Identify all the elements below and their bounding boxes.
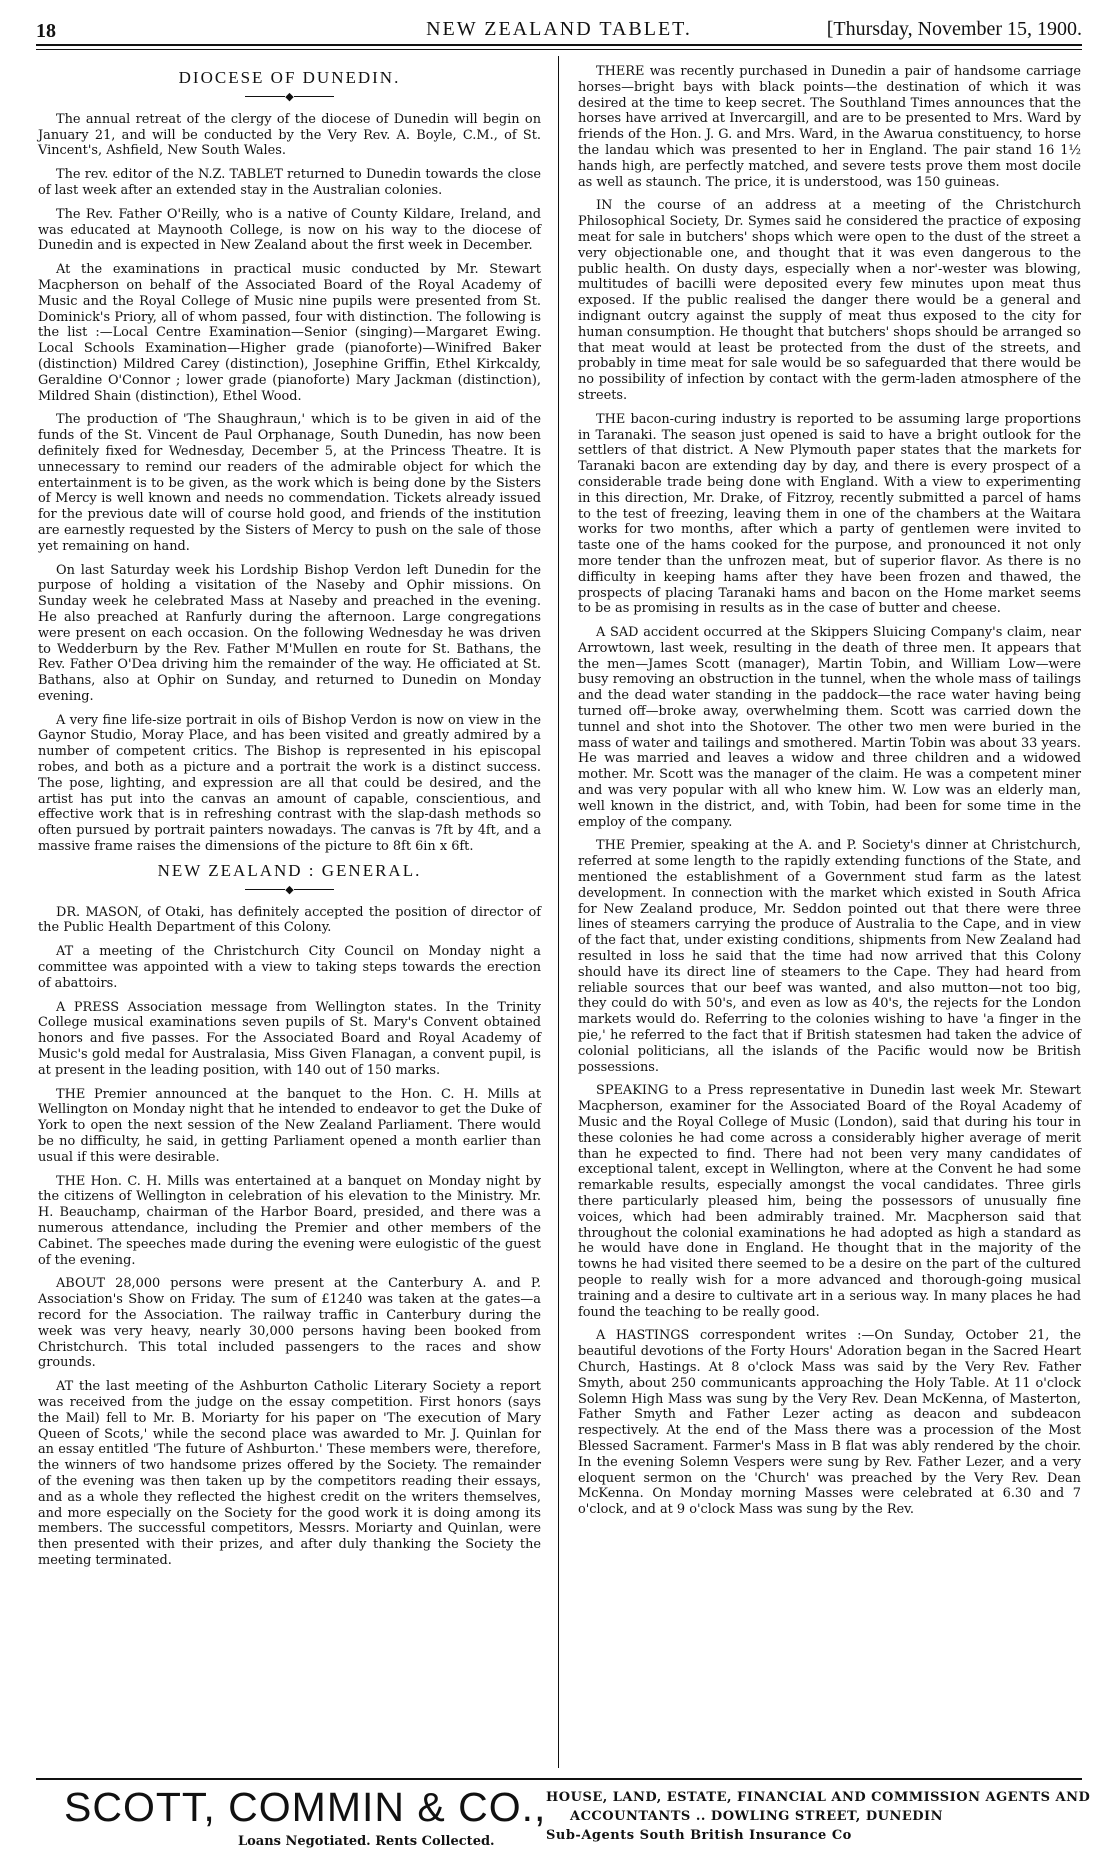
article-paragraph: A SAD accident occurred at the Skippers Sluicing Company's claim, near Arrowtown, last week, resulting in the death of three men. It appears that the men—James Scott (manager), Martin Tobin, and William Low—were busy removing an obstruction in the tunnel, when the whole mass of tailings and the dead water standing in the paddock—the race water having being turned off—broke away, overwhelming them. Scott was carried down the tunnel and shot into the Shotover. The other two men were buried in the mass of water and tailings and smothered. Martin Tobin was about 33 years. He was married and leaves a widow and three children and a widowed mother. Mr. Scott was the manager of the claim. He was a competent miner and was very popular with all who knew him. W. Low was an elderly man, well known in the district, and, with Tobin, had been for some time in the employ of the company. [578, 625, 1081, 830]
page-number: 18 [36, 20, 56, 42]
article-paragraph: A very fine life-size portrait in oils of Bishop Verdon is now on view in the Gaynor Studio, Moray Place, and has been visited and greatly admired by a number of competent critics. The Bishop is represented in his episcopal robes, and both as a picture and a portrait the work is a distinct success. The pose, lighting, and expression are all that could be desired, and the artist has put into the canvas an amount of capable, conscientious, and effective work that is in refreshing contrast with the slap-dash methods so often pursued by portrait painters nowadays. The canvas is 7ft by 4ft, and a massive frame raises the dimensions of the picture to 8ft 6in x 6ft. [38, 712, 541, 855]
article-paragraph: AT the last meeting of the Ashburton Catholic Literary Society a report was received from the judge on the essay competition. First honors (says the Mail) fell to Mr. B. Moriarty for his paper on 'The execution of Mary Queen of Scots,' while the second place was awarded to Mr. J. Quinlan for an essay entitled 'The future of Ashburton.' These members were, therefore, the winners of two handsome prizes offered by the Society. The remainder of the evening was then taken up by the competitors reading their essays, and as a whole they reflected the highest credit on the writers themselves, and more especially on the Society for the good work it is doing among its members. The successful competitors, Messrs. Moriarty and Quinlan, were then presented with their prizes, and after duly thanking the Society the meeting terminated. [38, 1379, 541, 1568]
advert-firm-details [546, 1788, 1090, 1845]
article-paragraph: ABOUT 28,000 persons were present at the Canterbury A. and P. Association's Show on Friday. The sum of £1240 was taken at the gates—a record for the Association. The railway traffic in Canterbury during the week was very heavy, nearly 30,000 persons having been booked from Christchurch. This total included passengers to the races and show grounds. [38, 1276, 541, 1371]
advert-firm-name: SCOTT, COMMIN & CO., [64, 1784, 547, 1830]
article-paragraph: THERE was recently purchased in Dunedin a pair of handsome carriage horses—bright bays with black points—the destination of which it was desired at the time to keep secret. The Southland Times announces that the horses have arrived at Invercargill, and are to be presented to Mrs. Ward by friends of the Hon. J. G. and Mrs. Ward, in the Awarua constituency, to horse the landau which was presented to her in England. The pair stand 16 1½ hands high, are perfectly matched, and severe tests prove them most docile as well as staunch. The price, it is understood, was 150 guineas. [578, 64, 1081, 190]
advert-line: HOUSE, LAND, ESTATE, FINANCIAL AND COMMISSION AGENTS AND [546, 1790, 1091, 1805]
article-paragraph: THE Premier announced at the banquet to the Hon. C. H. Mills at Wellington on Monday night that he intended to endeavor to get the Duke of York to open the next session of the New Zealand Parliament. There would be no difficulty, he said, in getting Parliament opened a month earlier than usual if this were desirable. [38, 1086, 541, 1165]
article-paragraph: At the examinations in practical music conducted by Mr. Stewart Macpherson on behalf of the Associated Board of the Royal Academy of Music and the Royal College of Music nine pupils were presented from St. Dominick's Priory, all of whom passed, four with distinction. The following is the list :—Local Centre Examination—Senior (singing)—Margaret Ewing. Local Schools Examination—Higher grade (pianoforte)—Winifred Baker (distinction) Mildred Carey (distinction), Josephine Griffin, Ethel Kirkcaldy, Geraldine O'Connor ; lower grade (pianoforte) Mary Jackman (distinction), Mildred Shain (distinction), Ethel Wood. [38, 262, 541, 404]
article-paragraph: AT a meeting of the Christchurch City Council on Monday night a committee was appointed with a view to taking steps towards the erection of abattoirs. [38, 944, 541, 991]
article-paragraph: IN the course of an address at a meeting of the Christchurch Philosophical Society, Dr. Symes said he considered the practice of exposing meat for sale in butchers' shops which were open to the dust of the street a very objectionable one, and thought that it was even dangerous to the public health. On dusty days, especially when a nor'-wester was blowing, multitudes of bacilli were deposited every few minutes upon meat thus exposed. If the public realised the danger there would be a general and indignant outcry against the supply of meat thus exposed to the city for human consumption. He thought that butchers' shops should be arranged so that meat would at least be protected from the dust of the streets, and probably in time meat for sale would be so safeguarded that there would be no possibility of infection by contact with the germ-laden atmosphere of the streets. [578, 198, 1081, 403]
article-paragraph: THE Premier, speaking at the A. and P. Society's dinner at Christchurch, referred at some length to the rapidly extending functions of the State, and mentioned the establishment of a Government stud farm as the latest development. In connection with the market which existed in South Africa for New Zealand produce, Mr. Seddon pointed out that there were three lines of steamers carrying the produce of Australia to the Cape, and in view of the fact that, under existing conditions, shipments from New Zealand had resulted in loss he said that the time had now arrived that this Colony should have its direct line of steamers to the Cape. They had heard from reliable sources that our beef was wanted, and also mutton—not too big, they could do with 50's, and even as low as 40's, the rejects for the London markets would do. Referring to the colonies wishing to have 'a finger in the pie,' he referred to the fact that if British statesmen had taken the advice of colonial politicians, all the islands of the Pacific would now be British possessions. [578, 838, 1081, 1075]
page-header [36, 14, 1082, 42]
article-paragraph: THE Hon. C. H. Mills was entertained at a banquet on Monday night by the citizens of Wellington in celebration of his elevation to the Ministry. Mr. H. Beauchamp, chairman of the Harbor Board, presided, and there was a numerous attendance, including the Premier and other members of the Cabinet. The speeches made during the evening were eulogistic of the guest of the evening. [38, 1173, 541, 1268]
section-ornament: ◆ [38, 883, 541, 897]
article-paragraph: A HASTINGS correspondent writes :—On Sunday, October 21, the beautiful devotions of the Forty Hours' Adoration began in the Sacred Heart Church, Hastings. At 8 o'clock Mass was said by the Very Rev. Father Smyth, about 250 communicants approaching the Holy Table. At 11 o'clock Solemn High Mass was sung by the Very Rev. Dean McKenna, of Masterton, Father Smyth and Father Lezer acting as deacon and subdeacon respectively. At the end of the Mass there was a procession of the Most Blessed Sacrament. Farmer's Mass in B flat was ably rendered by the choir. In the evening Solemn Vespers were sung by Rev. Father Lezer, and a very eloquent sermon on the 'Church' was preached by the Very Rev. Dean McKenna. On Monday morning Masses were celebrated at 6.30 and 7 o'clock, and at 9 o'clock Mass was sung by the Rev. [578, 1328, 1081, 1518]
article-paragraph: The Rev. Father O'Reilly, who is a native of County Kildare, Ireland, and was educated at Maynooth College, is now on his way to the diocese of Dunedin and is expected in New Zealand about the first week in December. [38, 206, 541, 254]
section-title-diocese: DIOCESE OF DUNEDIN. [178, 68, 401, 87]
section-ornament: ◆ [38, 90, 541, 104]
article-paragraph: The annual retreat of the clergy of the diocese of Dunedin will begin on January 21, and will be conducted by the Very Rev. A. Boyle, C.M., of St. Vincent's, Ashfield, New South Wales. [38, 111, 541, 159]
article-paragraph: On last Saturday week his Lordship Bishop Verdon left Dunedin for the purpose of holding a visitation of the Naseby and Ophir missions. On Sunday week he celebrated Mass at Naseby and preached in the evening. He also preached at Ranfurly during the afternoon. Large congregations were present on each occasion. On the following Wednesday he was driven to Wedderburn by the Rev. Father M'Mullen en route for St. Bathans, the Rev. Father O'Dea driving him the remainder of the way. He officiated at St. Bathans, also at Ophir on Sunday, and returned to Dunedin on Monday evening. [38, 562, 541, 704]
article-paragraph: SPEAKING to a Press representative in Dunedin last week Mr. Stewart Macpherson, examiner for the Associated Board of the Royal Academy of Music and the Royal College of Music (London), said that during his tour in these colonies he had come across a considerably higher average of merit than he expected to find. There had not been very many candidates of exceptional talent, except in Wellington, where at the Convent he had some remarkable results, especially amongst the vocal candidates. Three girls there particularly pleased him, being the possessors of unusually fine voices, which had been admirably trained. Mr. Macpherson said that throughout the colonial examinations he had adopted as high a standard as he would have done in England. He thought that in the majority of the towns he had visited there seemed to be a desire on the part of the cultured people to really wish for a more advanced and thorough-going musical training and a desire to cultivate art in a serious way. In many places he had found the teaching to be really good. [578, 1083, 1081, 1320]
header-rule [36, 44, 1082, 46]
column-divider [558, 56, 559, 1768]
advert-firm-services: Loans Negotiated. Rents Collected. [238, 1834, 495, 1849]
advert-line: ACCOUNTANTS .. DOWLING STREET, DUNEDIN [570, 1809, 943, 1824]
footer-rule [36, 1778, 1082, 1780]
advert-line: Sub-Agents South British Insurance Co [546, 1828, 852, 1843]
article-paragraph: The production of 'The Shaughraun,' which is to be given in aid of the funds of the St. Vincent de Paul Orphanage, South Dunedin, has now been definitely fixed for Wednesday, December 5, at the Princess Theatre. It is unnecessary to remind our readers of the admirable object for which the entertainment is to be given, as the work which is being done by the Sisters of Mercy is well known and needs no commendation. Tickets already issued for the previous date will of course hold good, and friends of the institution are earnestly requested by the Sisters of Mercy to push on the sale of those yet remaining on hand. [38, 412, 541, 554]
article-paragraph: The rev. editor of the N.Z. TABLET returned to Dunedin towards the close of last week after an extended stay in the Australian colonies. [38, 167, 541, 198]
section-title-general: NEW ZEALAND : GENERAL. [157, 860, 422, 880]
issue-date: [Thursday, November 15, 1900. [826, 18, 1082, 40]
article-paragraph: THE bacon-curing industry is reported to be assuming large proportions in Taranaki. The season just opened is said to have a bright outlook for the settlers of that district. A New Plymouth paper states that the markets for Taranaki bacon are extending day by day, and there is every prospect of a considerable trade being done with England. With a view to experimenting in this direction, Mr. Drake, of Fitzroy, recently submitted a parcel of hams to the test of freezing, leaving them in one of the chambers at the Waitara works for two months, after which a party of gentlemen were invited to taste one of the hams cooked for the purpose, and pronounced it not only more tender than the unfrozen meat, but of superior flavor. As there is no difficulty in keeping hams after they have been frozen and thawed, the prospects of placing Taranaki hams and bacon on the Home market seems to be as promising in results as in the case of butter and cheese. [578, 411, 1081, 617]
article-paragraph: DR. MASON, of Otaki, has definitely accepted the position of director of the Public Health Department of this Colony. [38, 904, 541, 936]
header-rule-thin [36, 49, 1082, 50]
article-paragraph: A PRESS Association message from Wellington states. In the Trinity College musical examinations seven pupils of St. Mary's Convent obtained honors and five passes. For the Associated Board and Royal Academy of Music's gold medal for Australasia, Miss Given Flanagan, a convent pupil, is at present in the leading position, with 140 out of 150 marks. [38, 999, 541, 1078]
left-column [38, 64, 541, 1577]
newspaper-title: NEW ZEALAND TABLET. [426, 18, 692, 40]
right-column [578, 64, 1081, 1526]
